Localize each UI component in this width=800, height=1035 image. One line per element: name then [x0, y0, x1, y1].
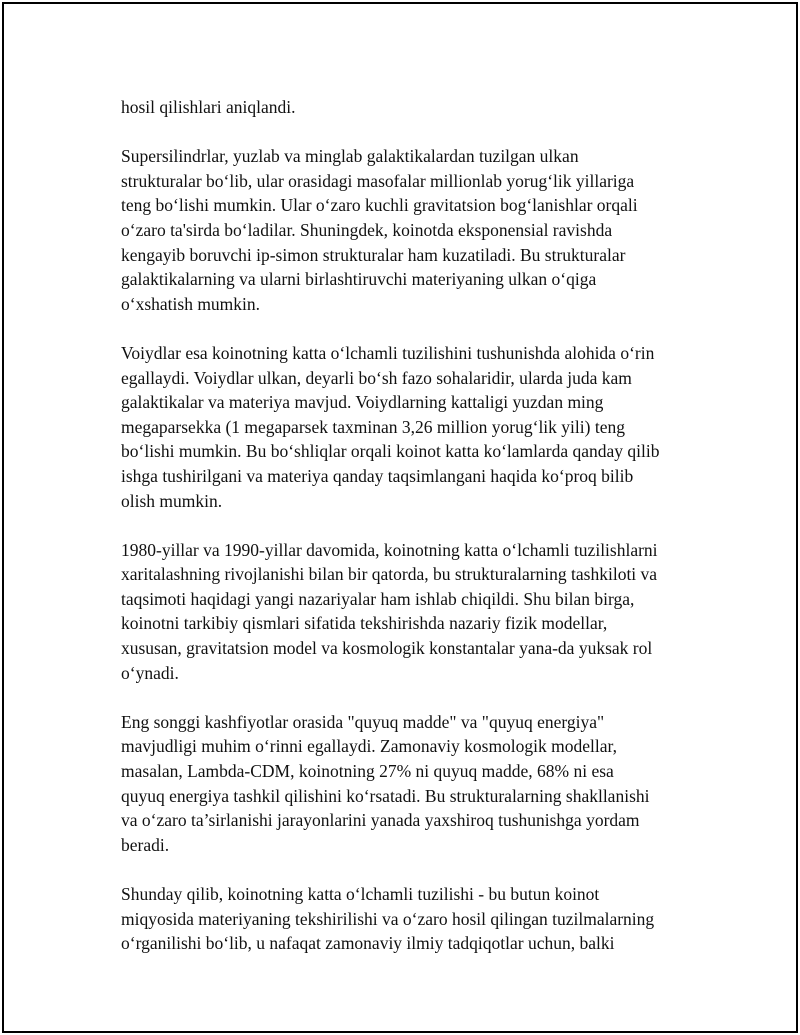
text-line: o‘xshatish mumkin. — [121, 293, 261, 314]
text-line: megaparsekka (1 megaparsek taxminan 3,26 million yorug‘lik yili) teng — [121, 416, 625, 437]
text-line: olish mumkin. — [121, 490, 223, 511]
text-line: galaktikalar va materiya mavjud. Voiydlarning kattaligi yuzdan ming — [121, 392, 604, 413]
paragraph-6 — [121, 882, 701, 956]
text-line: galaktikalarning va ularni birlashtiruvchi materiyaning ulkan o‘qiga — [121, 269, 597, 290]
paragraph-1 — [121, 95, 701, 120]
paragraph-5 — [121, 710, 701, 858]
text-line: miqyosida materiyaning tekshirilishi va o‘zaro hosil qilingan tuzilmalarning — [121, 908, 655, 929]
text-line: Shunday qilib, koinotning katta o‘lchamli tuzilishi - bu butun koinot — [121, 884, 600, 904]
text-line: 1980-yillar va 1990-yillar davomida, koinotning katta o‘lchamli tuzilishlarni — [121, 539, 658, 560]
text-line: hosil qilishlari aniqlandi. — [121, 97, 296, 117]
text-line: quyuq energiya tashkil qilishini ko‘rsatadi. Bu strukturalarning shakllanishi — [121, 785, 650, 806]
text-line: o‘ynadi. — [121, 662, 179, 683]
text-line: teng bo‘lishi mumkin. Ular o‘zaro kuchli gravitatsion bog‘lanishlar orqali — [121, 195, 638, 216]
paragraph-4 — [121, 538, 701, 686]
text-line: xususan, gravitatsion model va kosmologik konstantalar yana-da yuksak rol — [121, 638, 653, 659]
text-line: Supersilindrlar, yuzlab va minglab galaktikalardan tuzilgan ulkan — [121, 146, 579, 167]
text-line: bo‘lishi mumkin. Bu bo‘shliqlar orqali koinot katta ko‘lamlarda qanday qilib — [121, 441, 660, 462]
document-body — [121, 95, 701, 980]
text-line: xaritalashning rivojlanishi bilan bir qatorda, bu strukturalarning tashkiloti va — [121, 564, 658, 585]
paragraph-3 — [121, 341, 701, 513]
text-line: strukturalar bo‘lib, ular orasidagi masofalar millionlab yorug‘lik yillariga — [121, 170, 635, 191]
text-line: egallaydi. Voiydlar ulkan, deyarli bo‘sh fazo sohalaridir, ularda juda kam — [121, 367, 632, 388]
text-line: mavjudligi muhim o‘rinni egallaydi. Zamonaviy kosmologik modellar, — [121, 736, 618, 757]
text-line: Voiydlar esa koinotning katta o‘lchamli tuzilishini tushunishda alohida o‘rin — [121, 342, 655, 363]
text-line: ishga tushirilgani va materiya qanday taqsimlangani haqida ko‘proq bilib — [121, 465, 634, 486]
paragraph-2 — [121, 144, 701, 316]
text-line: masalan, Lambda-CDM, koinotning 27% ni quyuq madde, 68% ni esa — [121, 761, 614, 782]
document-page — [2, 2, 798, 1033]
text-line: koinotni tarkibiy qismlari sifatida tekshirishda nazariy fizik modellar, — [121, 613, 608, 634]
text-line: o‘rganilishi bo‘lib, u nafaqat zamonaviy ilmiy tadqiqotlar uchun, balki — [121, 933, 615, 954]
text-line: beradi. — [121, 834, 170, 855]
text-line: o‘zaro ta'sirda bo‘ladilar. Shuningdek, koinotda eksponensial ravishda — [121, 219, 613, 240]
text-line: taqsimoti haqidagi yangi nazariyalar ham ishlab chiqildi. Shu bilan birga, — [121, 588, 635, 609]
text-line: Eng songgi kashfiyotlar orasida "quyuq madde" va "quyuq energiya" — [121, 711, 605, 732]
text-line: va o‘zaro ta’sirlanishi jarayonlarini yanada yaxshiroq tushunishga yordam — [121, 810, 640, 831]
text-line: kengayib boruvchi ip-simon strukturalar ham kuzatiladi. Bu strukturalar — [121, 244, 626, 265]
